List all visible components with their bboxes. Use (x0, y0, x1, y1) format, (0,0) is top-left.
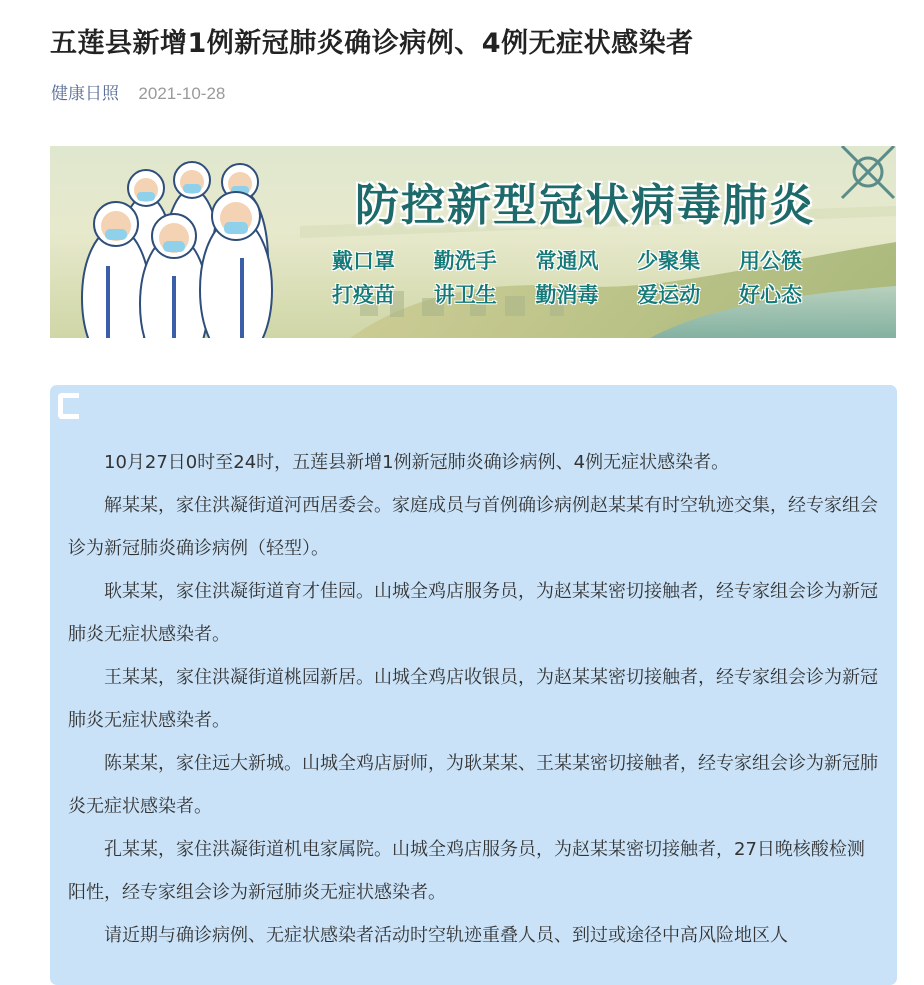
article-title: 五莲县新增1例新冠肺炎确诊病例、4例无症状感染者 (50, 28, 694, 59)
paragraph: 解某某，家住洪凝街道河西居委会。家庭成员与首例确诊病例赵某某有时空轨迹交集，经专家组会诊为新冠肺炎确诊病例（轻型）。 (68, 495, 878, 559)
banner-image (50, 146, 896, 338)
paragraph: 王某某，家住洪凝街道桃园新居。山城全鸡店收银员，为赵某某密切接触者，经专家组会诊为新冠肺炎无症状感染者。 (68, 667, 878, 731)
slogan: 爱运动 (637, 283, 701, 307)
slogan-row (332, 278, 802, 312)
paragraph: 耿某某，家住洪凝街道育才佳园。山城全鸡店服务员，为赵某某密切接触者，经专家组会诊为新冠肺炎无症状感染者。 (68, 581, 878, 645)
source-account-link[interactable]: 健康日照 (51, 84, 119, 104)
slogan-row (332, 244, 802, 278)
paragraph: 10月27日0时至24时，五莲县新增1例新冠肺炎确诊病例、4例无症状感染者。 (104, 452, 730, 473)
publish-date: 2021-10-28 (138, 84, 226, 103)
corner-bracket-icon (58, 393, 79, 419)
slogan: 少聚集 (637, 249, 701, 273)
paragraph: 请近期与确诊病例、无症状感染者活动时空轨迹重叠人员、到过或途径中高风险地区人 (104, 925, 788, 946)
slogan: 勤洗手 (433, 249, 497, 273)
paragraph: 孔某某，家住洪凝街道机电家属院。山城全鸡店服务员，为赵某某密切接触者，27日晚核酸检测阳性，经专家组会诊为新冠肺炎无症状感染者。 (68, 839, 865, 903)
slogan: 戴口罩 (332, 249, 395, 273)
slogan: 讲卫生 (433, 283, 497, 307)
slogan: 用公筷 (739, 249, 802, 273)
notice-box (50, 385, 897, 985)
medical-workers-illustration (82, 162, 272, 338)
notice-body (68, 441, 880, 957)
paragraph: 陈某某，家住远大新城。山城全鸡店厨师，为耿某某、王某某密切接触者，经专家组会诊为新冠肺炎无症状感染者。 (68, 753, 878, 817)
slogan: 常通风 (535, 249, 599, 273)
banner-slogans (332, 244, 802, 312)
slogan: 打疫苗 (332, 283, 395, 307)
slogan: 好心态 (739, 283, 802, 307)
banner-headline: 防控新型冠状病毒肺炎 (355, 180, 815, 231)
article-meta (51, 80, 225, 108)
slogan: 勤消毒 (535, 283, 599, 307)
